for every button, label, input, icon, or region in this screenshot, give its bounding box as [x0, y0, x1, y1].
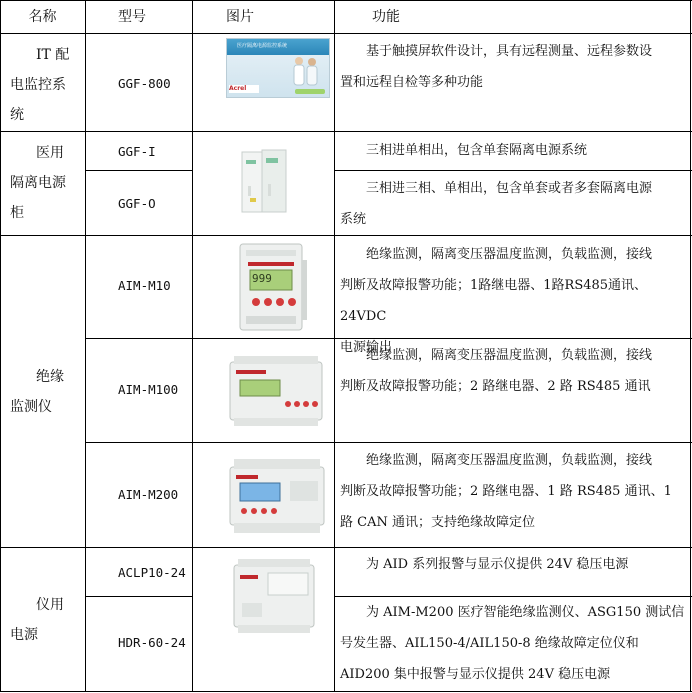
- table-border-top: [0, 0, 692, 1]
- function-line: 绝缘监测，隔离变压器温度监测，负载监测，接线: [366, 348, 653, 363]
- monitoring-screen-image: [226, 38, 330, 98]
- aim-m10-device-image: [236, 240, 310, 334]
- doctors-illustration: [289, 53, 323, 89]
- table-border-bottom: [0, 691, 692, 692]
- column-rule: [334, 0, 335, 692]
- model-hdr-60-24: HDR-60-24: [118, 635, 186, 650]
- table-border-right: [690, 0, 691, 692]
- model-ggf-i: GGF-I: [118, 144, 156, 159]
- function-line: 绝缘监测，隔离变压器温度监测，负载监测，接线: [366, 247, 653, 262]
- category-isolation-cabinet: [10, 138, 82, 228]
- row-rule: [85, 442, 692, 443]
- model-aim-m100: AIM-M100: [118, 382, 179, 397]
- function-line: 判断及故障报警功能；2 路继电器、1 路 RS485 通讯、1: [340, 484, 672, 499]
- header-image: 图片: [226, 9, 254, 25]
- category-insulation-monitor: [10, 362, 82, 422]
- model-aclp10-24: ACLP10-24: [118, 565, 186, 580]
- row-rule: [0, 547, 692, 548]
- function-line: 为 AIM-M200 医疗智能绝缘监测仪、ASG150 测试信: [366, 605, 685, 620]
- function-ggf-o: [340, 173, 686, 235]
- function-ggf-800: [340, 36, 686, 98]
- meter-reading: 999: [252, 272, 272, 285]
- row-rule: [85, 170, 192, 171]
- function-line: 三相进三相、单相出，包含单套或者多套隔离电源: [366, 181, 653, 196]
- function-line: 电源输出: [340, 340, 393, 355]
- power-supply-image: [228, 555, 322, 637]
- category-line: 监测仪: [10, 399, 52, 415]
- screen-title: 医疗隔离电源监控系统: [237, 43, 288, 49]
- screen-accent: [295, 89, 325, 94]
- function-aim-m100: [340, 340, 686, 402]
- row-rule: [85, 596, 192, 597]
- function-line: 置和远程自检等多种功能: [340, 75, 484, 90]
- row-rule: [334, 170, 692, 171]
- header-name: 名称: [28, 9, 57, 25]
- model-aim-m200: AIM-M200: [118, 487, 179, 502]
- column-rule: [85, 0, 86, 692]
- row-rule: [0, 235, 692, 236]
- table-border-left: [0, 0, 1, 692]
- function-line: 系统: [340, 212, 367, 227]
- function-hdr-60-24: [340, 597, 686, 690]
- function-aim-m200: [340, 445, 686, 538]
- header-function: 功能: [372, 9, 400, 25]
- function-line: 路 CAN 通讯；支持绝缘故障定位: [340, 515, 535, 530]
- function-line: 绝缘监测，隔离变压器温度监测，负载监测，接线: [366, 453, 653, 468]
- function-aclp10-24: 为 AID 系列报警与显示仪提供 24V 稳压电源: [366, 557, 629, 572]
- function-line: 判断及故障报警功能；1路继电器、1路RS485通讯、24VDC: [340, 278, 648, 324]
- category-line: 隔离电源: [10, 175, 66, 191]
- category-line: 绝缘: [36, 369, 64, 385]
- model-aim-m10: AIM-M10: [118, 278, 171, 293]
- cabinet-image: [236, 146, 296, 216]
- category-line: 仪用: [36, 597, 64, 613]
- function-line: 号发生器、AIL150-4/AIL150-8 绝缘故障定位仪和: [340, 636, 639, 651]
- brand-logo: Acrel: [229, 85, 259, 93]
- header-rule: [0, 33, 692, 34]
- category-line: 电监控系: [10, 77, 66, 93]
- aim-m100-device-image: [226, 352, 328, 430]
- model-ggf-o: GGF-O: [118, 196, 156, 211]
- aim-m200-device-image: [226, 455, 328, 537]
- function-line: 判断及故障报警功能；2 路继电器、2 路 RS485 通讯: [340, 379, 651, 394]
- category-line: 电源: [10, 627, 38, 643]
- function-line: 基于触摸屏软件设计，具有远程测量、远程参数设: [366, 44, 653, 59]
- function-ggf-i: 三相进单相出，包含单套隔离电源系统: [366, 143, 588, 158]
- header-model: 型号: [118, 9, 146, 25]
- model-ggf-800: GGF-800: [118, 76, 171, 91]
- function-line: AID200 集中报警与显示仪提供 24V 稳压电源: [340, 667, 611, 682]
- category-line: 统: [10, 107, 24, 123]
- column-rule: [192, 0, 193, 692]
- category-line: 柜: [10, 205, 24, 221]
- row-rule: [0, 131, 692, 132]
- category-instrument-power: [10, 590, 82, 650]
- category-line: IT 配: [36, 47, 70, 63]
- category-line: 医用: [36, 145, 64, 161]
- category-it-monitoring: [10, 40, 82, 130]
